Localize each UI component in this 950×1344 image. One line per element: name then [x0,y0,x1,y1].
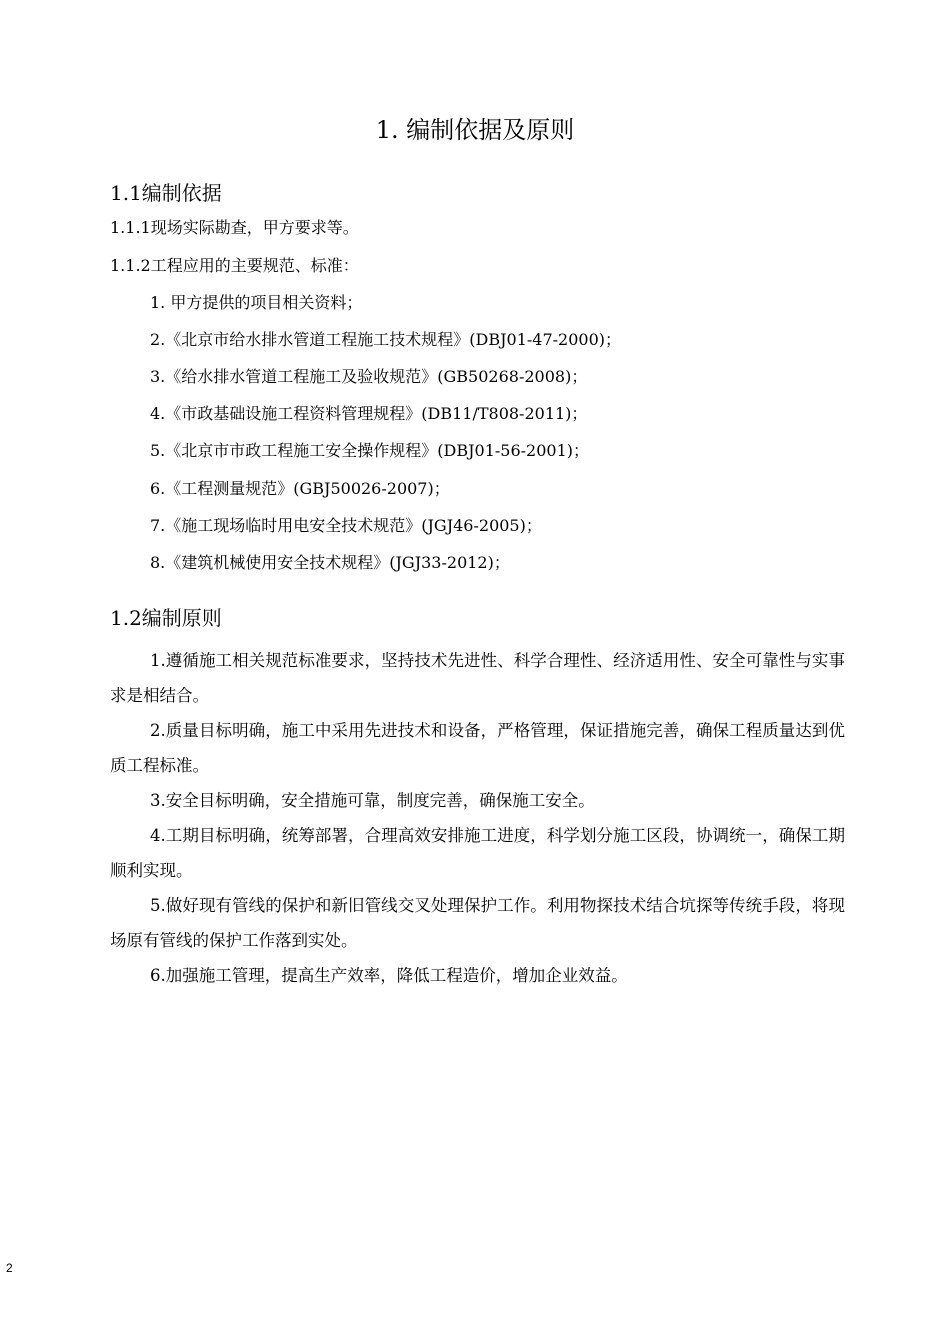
standard-list-item: 1. 甲方提供的项目相关资料； [150,293,363,312]
standard-list-item: 2.《北京市给水排水管道工程施工技术规程》(DBJ01-47-2000)； [150,330,622,349]
principle-paragraph: 5.做好现有管线的保护和新旧管线交叉处理保护工作。利用物探技术结合坑探等传统手段，将现场原有管线的保护工作落到实处。 [110,896,845,950]
section-heading-principles: 1.2编制原则 [110,606,222,630]
standard-list-item: 7.《施工现场临时用电安全技术规范》(JGJ46-2005)； [150,516,542,535]
principle-paragraph: 1.遵循施工相关规范标准要求，坚持技术先进性、科学合理性、经济适用性、安全可靠性与实事求是相结合。 [110,651,845,705]
standard-list-item: 6.《工程测量规范》(GBJ50026-2007)； [150,479,450,498]
standard-list-item: 5.《北京市市政工程施工安全操作规程》(DBJ01-56-2001)； [150,441,590,460]
principle-paragraph: 6.加强施工管理，提高生产效率，降低工程造价，增加企业效益。 [150,966,628,985]
standard-list-item: 3.《给水排水管道工程施工及验收规范》(GB50268-2008)； [150,367,588,386]
chapter-title: 1. 编制依据及原则 [375,116,575,144]
standard-list-item: 4.《市政基础设施工程资料管理规程》(DB11/T808-2011)； [150,404,588,423]
principle-paragraph: 3.安全目标明确，安全措施可靠，制度完善，确保施工安全。 [150,791,595,810]
basis-item-standards-intro: 1.1.2工程应用的主要规范、标准： [110,256,359,275]
section-heading-basis: 1.1编制依据 [110,181,222,205]
page-number: 2 [6,1261,13,1275]
principle-paragraph: 2.质量目标明确，施工中采用先进技术和设备，严格管理，保证措施完善，确保工程质量达到优质工程标准。 [110,721,845,775]
basis-item-site-survey: 1.1.1现场实际勘查，甲方要求等。 [110,218,359,237]
standard-list-item: 8.《建筑机械使用安全技术规程》(JGJ33-2012)； [150,553,510,572]
principle-paragraph: 4.工期目标明确，统筹部署，合理高效安排施工进度，科学划分施工区段，协调统一，确保工期顺利实现。 [110,826,845,880]
